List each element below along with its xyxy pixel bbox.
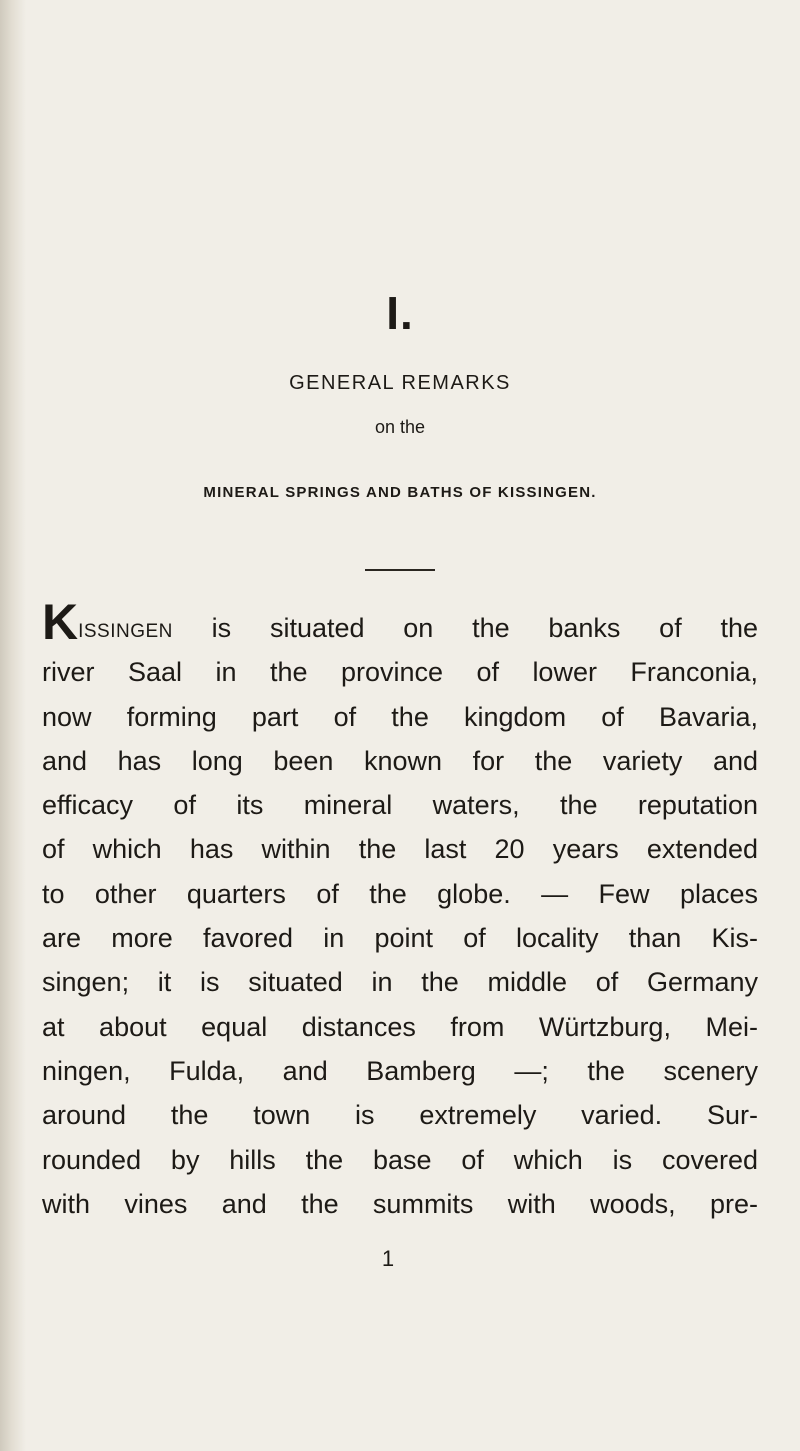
paragraph-line: singen; it is situated in the middle of Germany: [42, 967, 758, 998]
paragraph-line: now forming part of the kingdom of Bavaria,: [42, 701, 758, 732]
heading-connector: on the: [374, 417, 426, 437]
page-number: 1: [381, 1246, 395, 1271]
chapter-number: I.: [386, 287, 414, 339]
paragraph-line: ningen, Fulda, and Bamberg —; the scenery: [42, 1055, 758, 1086]
body-paragraph: [42, 594, 758, 1226]
section-heading: GENERAL REMARKS: [289, 372, 511, 394]
first-word-smallcaps: issingen: [78, 613, 173, 643]
paragraph-line: are more favored in point of locality than Kis-: [42, 923, 758, 954]
first-line-text: is situated on the banks of the: [172, 613, 758, 643]
paragraph-line: efficacy of its mineral waters, the reputation: [42, 790, 758, 821]
paragraph-line-first: [42, 594, 758, 650]
paragraph-line: of which has within the last 20 years extended: [42, 834, 758, 865]
drop-cap: K: [42, 594, 79, 650]
paragraph-line: to other quarters of the globe. — Few places: [42, 878, 758, 909]
section-subtitle: MINERAL SPRINGS AND BATHS OF KISSINGEN.: [203, 484, 597, 501]
paragraph-line: rounded by hills the base of which is covered: [42, 1144, 758, 1175]
paragraph-line: with vines and the summits with woods, pre-: [42, 1188, 758, 1219]
section-divider-rule: [365, 569, 435, 571]
paragraph-line: and has long been known for the variety and: [42, 745, 758, 776]
paragraph-line: around the town is extremely varied. Sur-: [42, 1100, 758, 1131]
paragraph-line: river Saal in the province of lower Franconia,: [42, 657, 758, 688]
paragraph-line: at about equal distances from Würtzburg, Mei-: [42, 1011, 758, 1042]
